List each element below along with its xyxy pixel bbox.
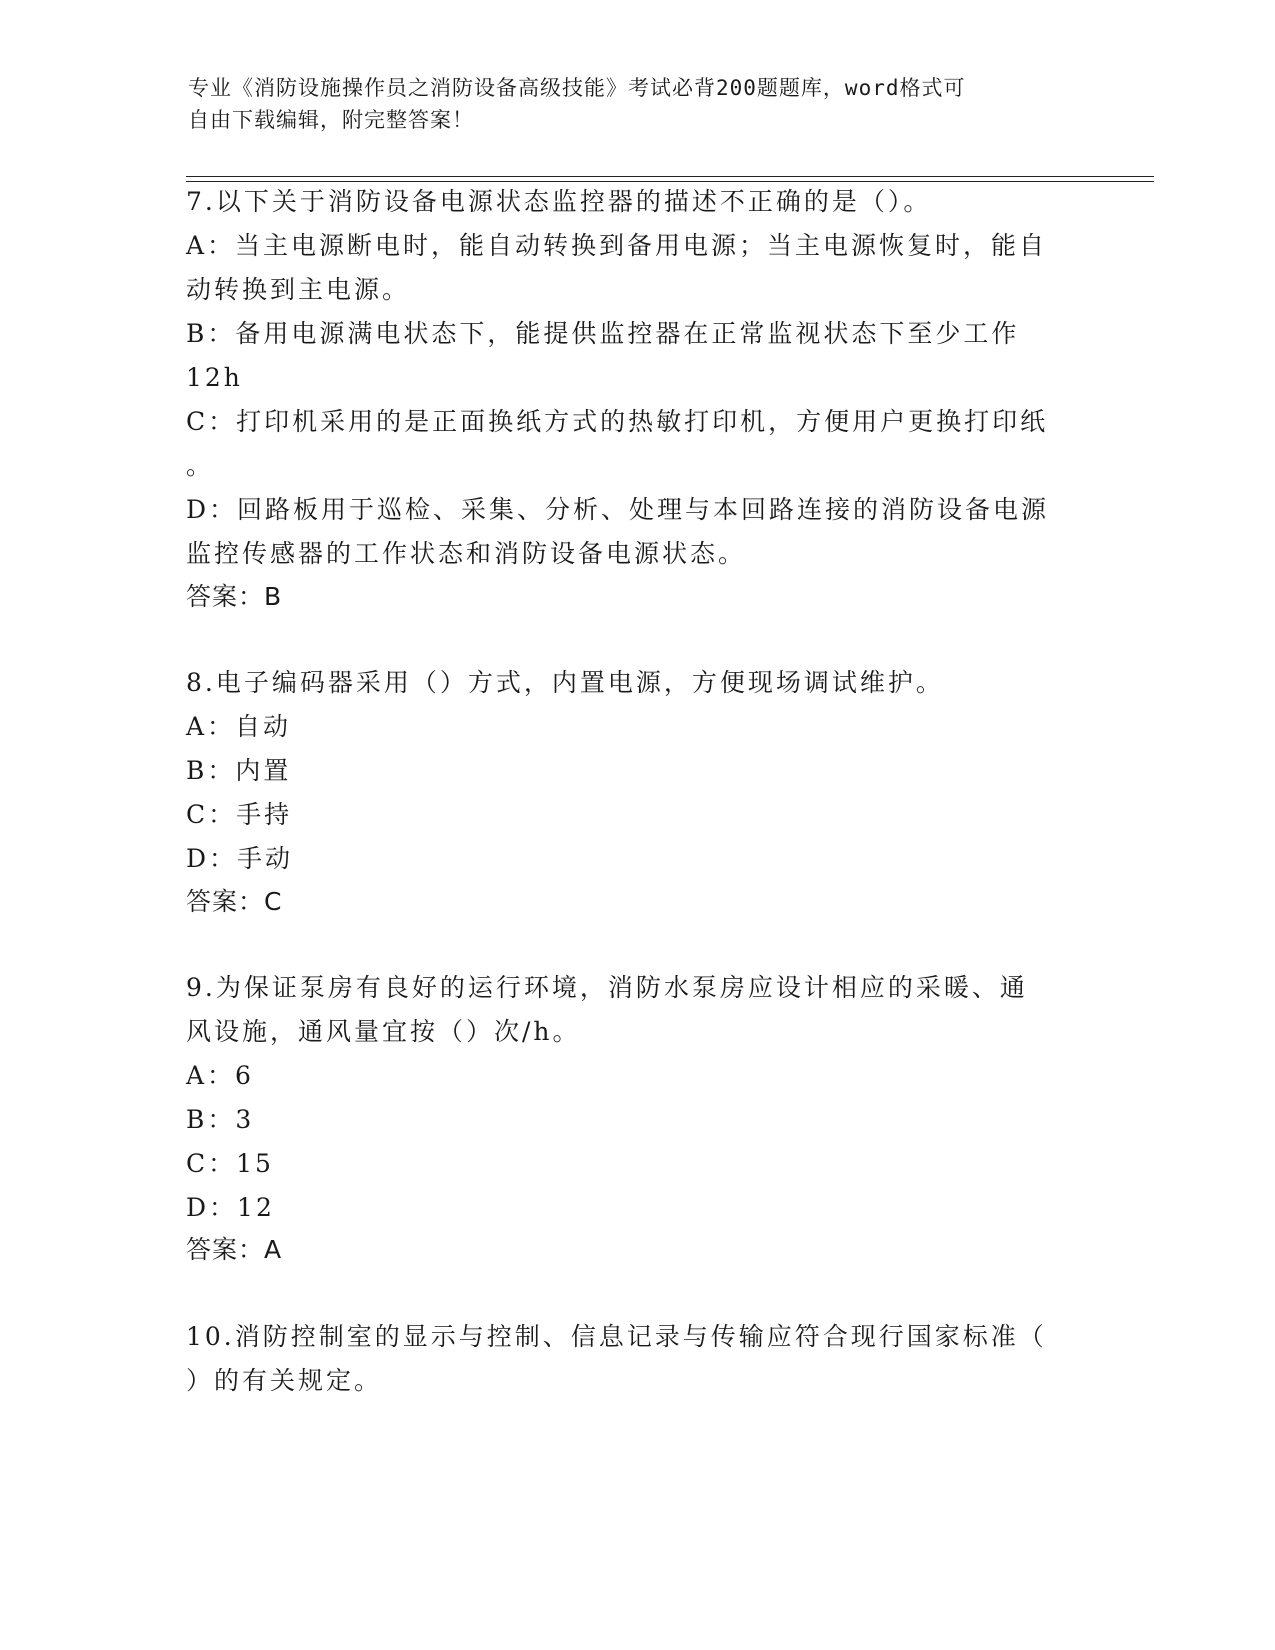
question-9-stem-cont: 风设施，通风量宜按（）次/h。 xyxy=(186,1017,581,1046)
question-8-option-d: D：手动 xyxy=(186,844,294,873)
question-10-stem-cont: ）的有关规定。 xyxy=(186,1366,383,1395)
question-7-option-d: D：回路板用于巡检、采集、分析、处理与本回路连接的消防设备电源 xyxy=(186,495,1050,524)
question-7-answer: 答案：B xyxy=(186,582,283,611)
question-8-option-c: C：手持 xyxy=(186,800,293,829)
question-9-option-a: A：6 xyxy=(186,1061,254,1090)
header-divider-top xyxy=(186,176,1154,177)
question-7-option-c: C：打印机采用的是正面换纸方式的热敏打印机，方便用户更换打印纸 xyxy=(186,407,1049,436)
question-9-option-b: B：3 xyxy=(186,1105,255,1134)
question-7-option-b-cont: 12h xyxy=(186,363,243,392)
document-header xyxy=(188,72,1088,136)
question-8-option-b: B：内置 xyxy=(186,756,292,785)
question-7-option-a: A：当主电源断电时，能自动转换到备用电源；当主电源恢复时，能自 xyxy=(186,231,1048,260)
question-7-stem: 7.以下关于消防设备电源状态监控器的描述不正确的是（）。 xyxy=(186,187,932,216)
question-7-option-a-cont: 动转换到主电源。 xyxy=(186,275,411,304)
question-7-option-c-cont: 。 xyxy=(186,451,215,480)
header-divider-bottom xyxy=(186,181,1154,182)
question-10-stem: 10.消防控制室的显示与控制、信息记录与传输应符合现行国家标准（ xyxy=(186,1322,1047,1351)
question-9-stem: 9.为保证泵房有良好的运行环境，消防水泵房应设计相应的采暖、通 xyxy=(186,973,1028,1002)
question-9-answer: 答案：A xyxy=(186,1235,283,1264)
question-8-stem: 8.电子编码器采用（）方式，内置电源，方便现场调试维护。 xyxy=(186,668,944,697)
question-9-option-d: D：12 xyxy=(186,1193,275,1222)
question-7-option-b: B：备用电源满电状态下，能提供监控器在正常监视状态下至少工作 xyxy=(186,319,1020,348)
question-8-answer: 答案：C xyxy=(186,887,283,916)
header-line-2: 自由下载编辑，附完整答案！ xyxy=(188,108,474,132)
question-9-option-c: C：15 xyxy=(186,1149,274,1178)
header-line-1: 专业《消防设施操作员之消防设备高级技能》考试必背200题题库，word格式可 xyxy=(188,76,966,100)
question-8-option-a: A：自动 xyxy=(186,712,292,741)
question-7-option-d-cont: 监控传感器的工作状态和消防设备电源状态。 xyxy=(186,539,747,568)
